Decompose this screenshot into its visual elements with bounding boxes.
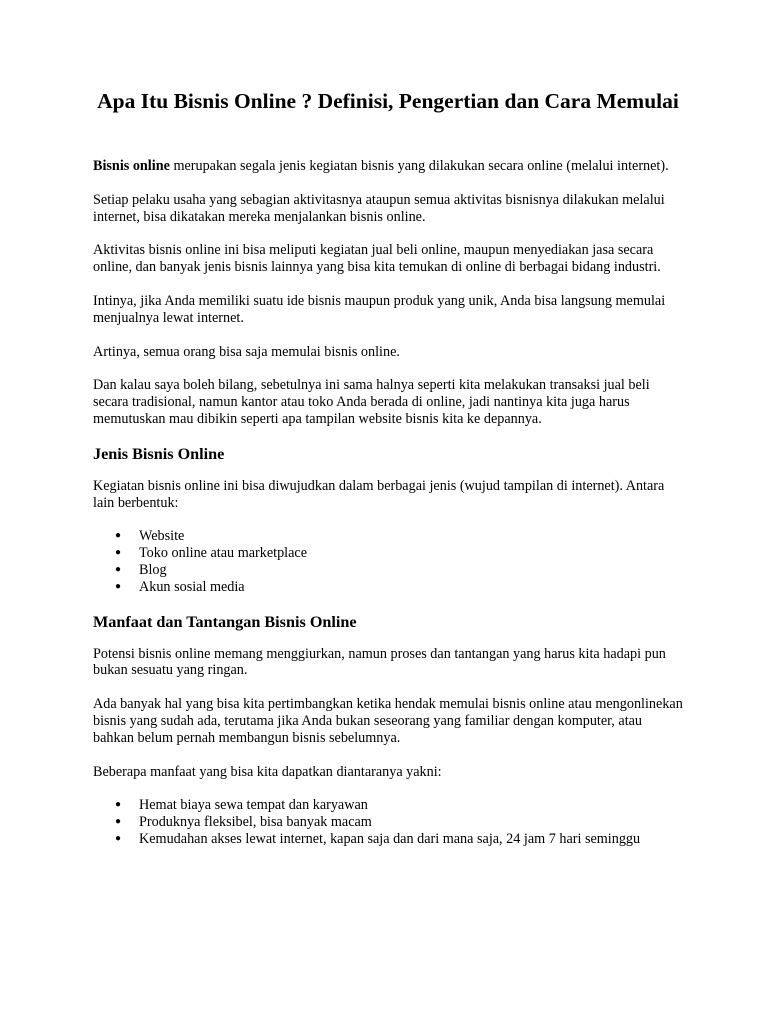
intro-text: merupakan segala jenis kegiatan bisnis yang dilakukan secara online (melalui internet). — [169, 158, 669, 174]
bullet-icon: ● — [115, 799, 122, 811]
paragraph-aktivitas: Aktivitas bisnis online ini bisa meliputi kegiatan jual beli online, maupun menyediakan jasa secara online, dan banyak jenis bisnis lainnya yang bisa kita temukan di online di berbagai bidang industri. — [93, 242, 661, 276]
paragraph-potensi: Potensi bisnis online memang menggiurkan, namun proses dan tantangan yang harus kita hadapi pun bukan sesuatu yang ringan. — [93, 645, 666, 679]
heading-jenis-bisnis: Jenis Bisnis Online — [93, 444, 225, 463]
document-title: Apa Itu Bisnis Online ? Definisi, Pengertian dan Cara Memulai — [97, 89, 679, 113]
heading-manfaat-tantangan: Manfaat dan Tantangan Bisnis Online — [93, 612, 357, 631]
bullet-icon: ● — [115, 816, 122, 828]
list-item — [115, 814, 683, 831]
paragraph-manfaat-intro: Beberapa manfaat yang bisa kita dapatkan diantaranya yakni: — [93, 763, 442, 780]
jenis-list — [93, 528, 683, 595]
paragraph-pertimbangan: Ada banyak hal yang bisa kita pertimbangkan ketika hendak memulai bisnis online atau mengonlinekan bisnis yang sudah ada, terutama jika Anda bukan seseorang yang familiar dengan komputer, atau bahkan belum pernah membangun bisnis sebelumnya. — [93, 696, 683, 746]
intro-bold-term: Bisnis online — [93, 158, 170, 174]
list-item — [115, 561, 683, 579]
bullet-icon: ● — [115, 547, 122, 559]
bullet-icon: ● — [115, 832, 122, 844]
list-item-text: Website — [139, 528, 185, 545]
paragraph-pelaku-usaha: Setiap pelaku usaha yang sebagian aktivitasnya ataupun semua aktivitas bisnisnya dilakukan melalui internet, bisa dikatakan mereka menjalankan bisnis online. — [93, 191, 665, 225]
list-item-text: Blog — [139, 561, 167, 578]
manfaat-list — [93, 797, 683, 847]
list-item — [115, 797, 683, 814]
bullet-icon: ● — [115, 530, 122, 542]
list-item — [115, 545, 683, 562]
list-item-text: Akun sosial media — [139, 578, 245, 595]
paragraph-jenis: Kegiatan bisnis online ini bisa diwujudkan dalam berbagai jenis (wujud tampilan di internet). Antara lain berbentuk: — [93, 477, 665, 511]
bullet-icon: ● — [115, 580, 122, 592]
paragraph-tradisional: Dan kalau saya boleh bilang, sebetulnya ini sama halnya seperti kita melakukan transaksi jual beli secara tradisional, namun kantor atau toko Anda berada di online, jadi nantinya kita juga harus memutuskan mau dibikin seperti apa tampilan website bisnis kita ke depannya. — [93, 377, 650, 427]
list-item-text: Hemat biaya sewa tempat dan karyawan — [139, 797, 368, 814]
paragraph-artinya: Artinya, semua orang bisa saja memulai bisnis online. — [93, 343, 400, 360]
paragraph-intinya: Intinya, jika Anda memiliki suatu ide bisnis maupun produk yang unik, Anda bisa langsung memulai menjualnya lewat internet. — [93, 292, 666, 326]
list-item-text: Toko online atau marketplace — [139, 545, 308, 562]
bullet-icon: ● — [115, 563, 122, 575]
list-item — [115, 578, 683, 596]
document-page — [93, 0, 683, 848]
list-item-text: Kemudahan akses lewat internet, kapan saja dan dari mana saja, 24 jam 7 hari seminggu — [139, 830, 641, 847]
intro-paragraph — [93, 158, 683, 175]
list-item-text: Produknya fleksibel, bisa banyak macam — [139, 814, 372, 831]
list-item — [115, 830, 683, 848]
list-item — [115, 528, 683, 545]
